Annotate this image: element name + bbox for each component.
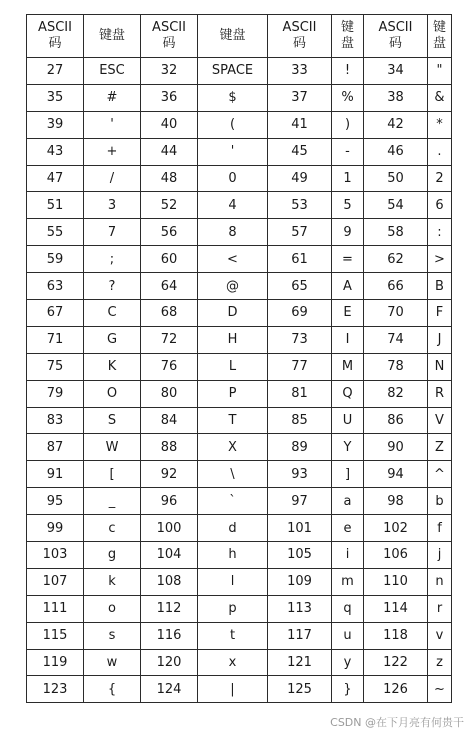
key-char-cell: (: [198, 111, 268, 138]
ascii-code-cell: 80: [141, 380, 198, 407]
ascii-code-cell: 77: [268, 353, 332, 380]
key-char-cell: t: [198, 622, 268, 649]
ascii-code-cell: 35: [27, 84, 84, 111]
key-char-cell: Q: [332, 380, 364, 407]
header-label: 键盘: [219, 28, 246, 43]
header-label: 码: [48, 36, 62, 51]
ascii-code-cell: 93: [268, 461, 332, 488]
ascii-code-cell: 97: [268, 488, 332, 515]
ascii-code-cell: 71: [27, 326, 84, 353]
header-label: 盘: [340, 36, 354, 51]
ascii-code-cell: 45: [268, 138, 332, 165]
key-char-cell: `: [198, 488, 268, 515]
ascii-code-cell: 124: [141, 676, 198, 703]
table-row: [27, 165, 452, 192]
column-header-key: [198, 15, 268, 58]
key-char-cell: /: [84, 165, 141, 192]
ascii-code-cell: 56: [141, 219, 198, 246]
column-header-ascii-code: [27, 15, 84, 58]
key-char-cell: 2: [428, 165, 452, 192]
ascii-code-cell: 55: [27, 219, 84, 246]
ascii-code-cell: 52: [141, 192, 198, 219]
header-label: 盘: [432, 36, 446, 51]
ascii-code-cell: 121: [268, 649, 332, 676]
key-char-cell: ESC: [84, 58, 141, 85]
table-row: [27, 434, 452, 461]
ascii-code-cell: 42: [364, 111, 428, 138]
key-char-cell: x: [198, 649, 268, 676]
ascii-code-cell: 64: [141, 273, 198, 300]
table-row: [27, 192, 452, 219]
key-char-cell: 8: [198, 219, 268, 246]
key-char-cell: K: [84, 353, 141, 380]
ascii-code-cell: 47: [27, 165, 84, 192]
table-row: [27, 595, 452, 622]
ascii-code-cell: 67: [27, 300, 84, 327]
key-char-cell: Z: [428, 434, 452, 461]
key-char-cell: O: [84, 380, 141, 407]
key-char-cell: y: [332, 649, 364, 676]
table-row: [27, 568, 452, 595]
key-char-cell: ?: [84, 273, 141, 300]
ascii-code-cell: 89: [268, 434, 332, 461]
table-row: [27, 246, 452, 273]
ascii-code-cell: 75: [27, 353, 84, 380]
ascii-code-cell: 118: [364, 622, 428, 649]
key-char-cell: &: [428, 84, 452, 111]
key-char-cell: \: [198, 461, 268, 488]
ascii-code-cell: 38: [364, 84, 428, 111]
key-char-cell: V: [428, 407, 452, 434]
key-char-cell: u: [332, 622, 364, 649]
ascii-code-cell: 88: [141, 434, 198, 461]
ascii-code-cell: 120: [141, 649, 198, 676]
ascii-code-cell: 119: [27, 649, 84, 676]
key-char-cell: ": [428, 58, 452, 85]
header-row: [27, 15, 452, 58]
ascii-code-cell: 116: [141, 622, 198, 649]
key-char-cell: M: [332, 353, 364, 380]
ascii-code-cell: 83: [27, 407, 84, 434]
key-char-cell: .: [428, 138, 452, 165]
ascii-code-cell: 98: [364, 488, 428, 515]
key-char-cell: =: [332, 246, 364, 273]
header-label: ASCII: [282, 20, 317, 35]
header-label: 键: [432, 20, 446, 35]
key-char-cell: m: [332, 568, 364, 595]
key-char-cell: #: [84, 84, 141, 111]
ascii-code-cell: 78: [364, 353, 428, 380]
key-char-cell: >: [428, 246, 452, 273]
table-row: [27, 300, 452, 327]
key-char-cell: ^: [428, 461, 452, 488]
ascii-code-cell: 106: [364, 542, 428, 569]
key-char-cell: %: [332, 84, 364, 111]
table-row: [27, 515, 452, 542]
key-char-cell: g: [84, 542, 141, 569]
ascii-code-cell: 62: [364, 246, 428, 273]
key-char-cell: e: [332, 515, 364, 542]
key-char-cell: X: [198, 434, 268, 461]
table-row: [27, 353, 452, 380]
ascii-code-cell: 101: [268, 515, 332, 542]
key-char-cell: n: [428, 568, 452, 595]
ascii-code-cell: 125: [268, 676, 332, 703]
ascii-code-cell: 27: [27, 58, 84, 85]
key-char-cell: v: [428, 622, 452, 649]
ascii-code-cell: 74: [364, 326, 428, 353]
key-char-cell: ': [198, 138, 268, 165]
table-row: [27, 542, 452, 569]
ascii-code-cell: 123: [27, 676, 84, 703]
key-char-cell: h: [198, 542, 268, 569]
ascii-code-cell: 85: [268, 407, 332, 434]
ascii-code-cell: 95: [27, 488, 84, 515]
key-char-cell: <: [198, 246, 268, 273]
ascii-code-cell: 104: [141, 542, 198, 569]
ascii-code-cell: 86: [364, 407, 428, 434]
key-char-cell: o: [84, 595, 141, 622]
header-label: ASCII: [38, 20, 72, 35]
key-char-cell: R: [428, 380, 452, 407]
key-char-cell: ): [332, 111, 364, 138]
ascii-code-cell: 103: [27, 542, 84, 569]
key-char-cell: 4: [198, 192, 268, 219]
column-header-ascii-code: [141, 15, 198, 58]
key-char-cell: A: [332, 273, 364, 300]
key-char-cell: d: [198, 515, 268, 542]
header-label: 键: [340, 20, 354, 35]
key-char-cell: D: [198, 300, 268, 327]
key-char-cell: [: [84, 461, 141, 488]
ascii-code-cell: 79: [27, 380, 84, 407]
table-row: [27, 58, 452, 85]
ascii-code-cell: 84: [141, 407, 198, 434]
key-char-cell: +: [84, 138, 141, 165]
key-char-cell: E: [332, 300, 364, 327]
ascii-code-cell: 102: [364, 515, 428, 542]
ascii-code-cell: 87: [27, 434, 84, 461]
key-char-cell: r: [428, 595, 452, 622]
ascii-code-cell: 82: [364, 380, 428, 407]
ascii-code-cell: 99: [27, 515, 84, 542]
ascii-code-cell: 40: [141, 111, 198, 138]
key-char-cell: j: [428, 542, 452, 569]
key-char-cell: ~: [428, 676, 452, 703]
ascii-code-cell: 100: [141, 515, 198, 542]
table-row: [27, 326, 452, 353]
ascii-code-cell: 112: [141, 595, 198, 622]
column-header-key: [428, 15, 452, 58]
key-char-cell: i: [332, 542, 364, 569]
key-char-cell: U: [332, 407, 364, 434]
ascii-code-cell: 90: [364, 434, 428, 461]
ascii-code-cell: 126: [364, 676, 428, 703]
key-char-cell: z: [428, 649, 452, 676]
ascii-code-cell: 61: [268, 246, 332, 273]
ascii-code-cell: 115: [27, 622, 84, 649]
ascii-code-cell: 66: [364, 273, 428, 300]
ascii-code-cell: 48: [141, 165, 198, 192]
ascii-code-cell: 58: [364, 219, 428, 246]
ascii-code-cell: 57: [268, 219, 332, 246]
table-row: [27, 219, 452, 246]
header-label: 键盘: [98, 28, 125, 43]
key-char-cell: ;: [84, 246, 141, 273]
key-char-cell: k: [84, 568, 141, 595]
key-char-cell: P: [198, 380, 268, 407]
ascii-code-cell: 81: [268, 380, 332, 407]
ascii-code-cell: 91: [27, 461, 84, 488]
ascii-code-cell: 107: [27, 568, 84, 595]
ascii-code-cell: 69: [268, 300, 332, 327]
key-char-cell: ': [84, 111, 141, 138]
column-header-ascii-code: [364, 15, 428, 58]
watermark: CSDN @在下月亮有何贵干: [330, 716, 464, 729]
ascii-code-cell: 39: [27, 111, 84, 138]
key-char-cell: s: [84, 622, 141, 649]
ascii-code-cell: 44: [141, 138, 198, 165]
ascii-code-cell: 117: [268, 622, 332, 649]
ascii-code-cell: 109: [268, 568, 332, 595]
ascii-code-cell: 68: [141, 300, 198, 327]
key-char-cell: F: [428, 300, 452, 327]
ascii-code-cell: 108: [141, 568, 198, 595]
key-char-cell: w: [84, 649, 141, 676]
key-char-cell: b: [428, 488, 452, 515]
table-row: [27, 649, 452, 676]
key-char-cell: 6: [428, 192, 452, 219]
ascii-code-cell: 111: [27, 595, 84, 622]
key-char-cell: p: [198, 595, 268, 622]
ascii-code-cell: 110: [364, 568, 428, 595]
key-char-cell: ]: [332, 461, 364, 488]
key-char-cell: 3: [84, 192, 141, 219]
ascii-code-cell: 46: [364, 138, 428, 165]
ascii-code-cell: 60: [141, 246, 198, 273]
key-char-cell: f: [428, 515, 452, 542]
ascii-code-cell: 96: [141, 488, 198, 515]
key-char-cell: H: [198, 326, 268, 353]
ascii-code-cell: 94: [364, 461, 428, 488]
key-char-cell: L: [198, 353, 268, 380]
key-char-cell: G: [84, 326, 141, 353]
ascii-code-cell: 63: [27, 273, 84, 300]
key-char-cell: W: [84, 434, 141, 461]
key-char-cell: S: [84, 407, 141, 434]
column-header-key: [84, 15, 141, 58]
ascii-code-cell: 76: [141, 353, 198, 380]
column-header-ascii-code: [268, 15, 332, 58]
key-char-cell: q: [332, 595, 364, 622]
table-row: [27, 407, 452, 434]
key-char-cell: SPACE: [198, 58, 268, 85]
key-char-cell: _: [84, 488, 141, 515]
table-row: [27, 488, 452, 515]
ascii-code-cell: 73: [268, 326, 332, 353]
ascii-code-cell: 59: [27, 246, 84, 273]
table-row: [27, 380, 452, 407]
ascii-code-cell: 53: [268, 192, 332, 219]
key-char-cell: T: [198, 407, 268, 434]
key-char-cell: I: [332, 326, 364, 353]
ascii-code-cell: 43: [27, 138, 84, 165]
table-row: [27, 622, 452, 649]
key-char-cell: |: [198, 676, 268, 703]
key-char-cell: *: [428, 111, 452, 138]
ascii-code-cell: 33: [268, 58, 332, 85]
table-row: [27, 461, 452, 488]
table-body: [27, 58, 452, 703]
key-char-cell: :: [428, 219, 452, 246]
header-label: ASCII: [378, 20, 413, 35]
key-char-cell: -: [332, 138, 364, 165]
table-row: [27, 676, 452, 703]
key-char-cell: c: [84, 515, 141, 542]
ascii-code-cell: 114: [364, 595, 428, 622]
ascii-code-cell: 32: [141, 58, 198, 85]
header-label: ASCII: [152, 20, 186, 35]
column-header-key: [332, 15, 364, 58]
ascii-code-cell: 49: [268, 165, 332, 192]
ascii-code-cell: 41: [268, 111, 332, 138]
ascii-code-cell: 105: [268, 542, 332, 569]
table-row: [27, 138, 452, 165]
key-char-cell: {: [84, 676, 141, 703]
key-char-cell: 0: [198, 165, 268, 192]
key-char-cell: 7: [84, 219, 141, 246]
key-char-cell: l: [198, 568, 268, 595]
ascii-code-cell: 92: [141, 461, 198, 488]
ascii-code-cell: 50: [364, 165, 428, 192]
key-char-cell: J: [428, 326, 452, 353]
header-label: 码: [162, 36, 176, 51]
header-label: 码: [292, 36, 306, 51]
header-label: 码: [388, 36, 402, 51]
key-char-cell: 9: [332, 219, 364, 246]
key-char-cell: }: [332, 676, 364, 703]
key-char-cell: 5: [332, 192, 364, 219]
table-row: [27, 111, 452, 138]
table-row: [27, 84, 452, 111]
ascii-code-cell: 65: [268, 273, 332, 300]
key-char-cell: a: [332, 488, 364, 515]
key-char-cell: B: [428, 273, 452, 300]
ascii-code-cell: 34: [364, 58, 428, 85]
key-char-cell: Y: [332, 434, 364, 461]
ascii-code-cell: 122: [364, 649, 428, 676]
key-char-cell: !: [332, 58, 364, 85]
key-char-cell: 1: [332, 165, 364, 192]
ascii-code-cell: 113: [268, 595, 332, 622]
key-char-cell: N: [428, 353, 452, 380]
ascii-code-cell: 70: [364, 300, 428, 327]
ascii-code-cell: 72: [141, 326, 198, 353]
ascii-code-cell: 54: [364, 192, 428, 219]
ascii-code-cell: 36: [141, 84, 198, 111]
ascii-code-cell: 37: [268, 84, 332, 111]
ascii-table: [26, 14, 452, 703]
key-char-cell: @: [198, 273, 268, 300]
key-char-cell: $: [198, 84, 268, 111]
table-row: [27, 273, 452, 300]
ascii-code-cell: 51: [27, 192, 84, 219]
key-char-cell: C: [84, 300, 141, 327]
